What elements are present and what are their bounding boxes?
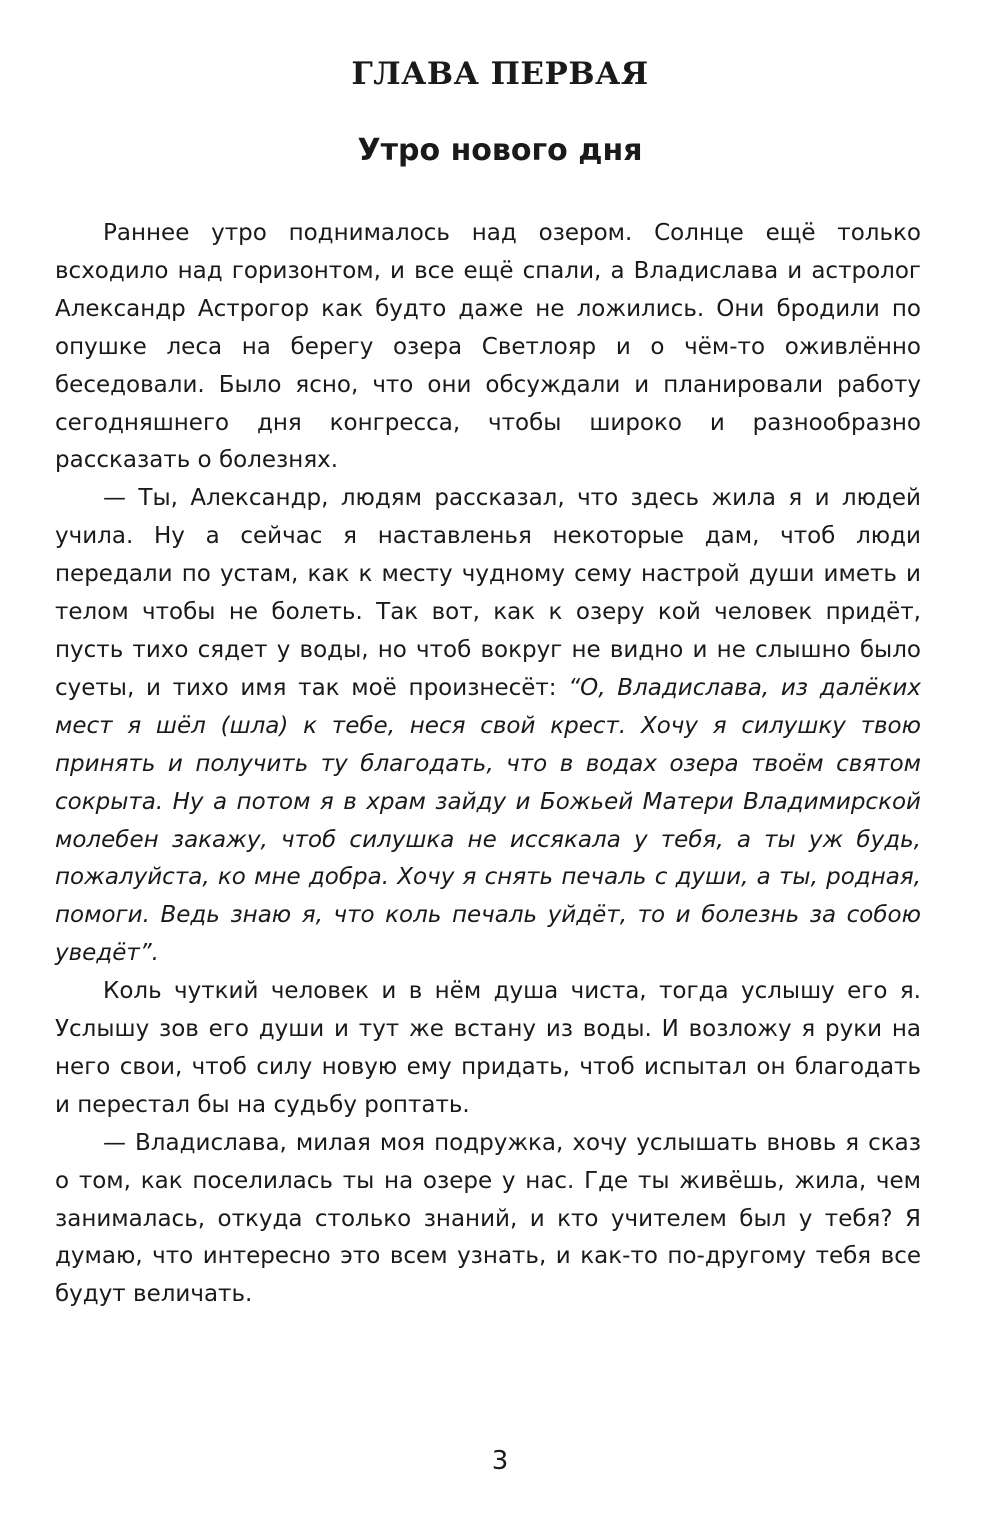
page-number: 3: [491, 1446, 509, 1476]
paragraph-1: Раннее утро поднималось над озером. Солнце ещё только всходило над горизонтом, и все ещё спали, а Владислава и астролог Александр Астрогор как будто даже не ложились. Они бродили по опушке леса на берегу озера Светлояр и о чём-то оживлённо беседовали. Было ясно, что они обсуждали и планировали работу сегодняшнего дня конгресса, чтобы широко и разнообразно рассказать о болезнях.: [55, 220, 921, 474]
chapter-subtitle: Утро нового дня: [357, 133, 643, 168]
chapter-title: ГЛАВА ПЕРВАЯ: [351, 56, 649, 92]
paragraph-4: — Владислава, милая моя подружка, хочу услышать вновь я сказ о том, как поселилась ты на озере у нас. Где ты живёшь, жила, чем занималась, откуда столько знаний, и кто учителем был у тебя? Я думаю, что интересно это всем узнать, и как-то по-другому тебя все будут величать.: [55, 1129, 921, 1308]
dialogue-intro: — Ты, Александр, людям рассказал, что здесь жила я и людей учила. Ну а сейчас я наставленья некоторые дам, чтоб люди передали по устам, как к месту чудному сему настрой души иметь и телом чтобы не болеть. Так вот, как к озеру кой человек придёт, пусть тихо сядет у воды, но чтоб вокруг не видно и не слышно было суеты, и тихо имя так моё произнесёт:: [55, 485, 921, 701]
paragraph-2: [55, 480, 921, 973]
prayer-quote: “О, Владислава, из далёких мест я шёл (шла) к тебе, неся свой крест. Хочу я силушку твою принять и получить ту благодать, что в водах озера твоём святом сокрыта. Ну а потом я в храм зайду и Божьей Матери Владимирской молебен закажу, чтоб силушка не иссякала у тебя, а ты уж будь, пожалуйста, ко мне добра. Хочу я снять печаль с души, а ты, родная, помоги. Ведь знаю я, что коль печаль уйдёт, то и болезнь за собою уведёт”.: [55, 674, 921, 967]
body-text: [55, 215, 921, 1314]
paragraph-3: Коль чуткий человек и в нём душа чиста, тогда услышу его я. Услышу зов его души и тут же встану из воды. И возложу я руки на него свои, чтоб силу новую ему придать, чтоб испытал он благодать и перестал бы на судьбу роптать.: [55, 978, 921, 1118]
